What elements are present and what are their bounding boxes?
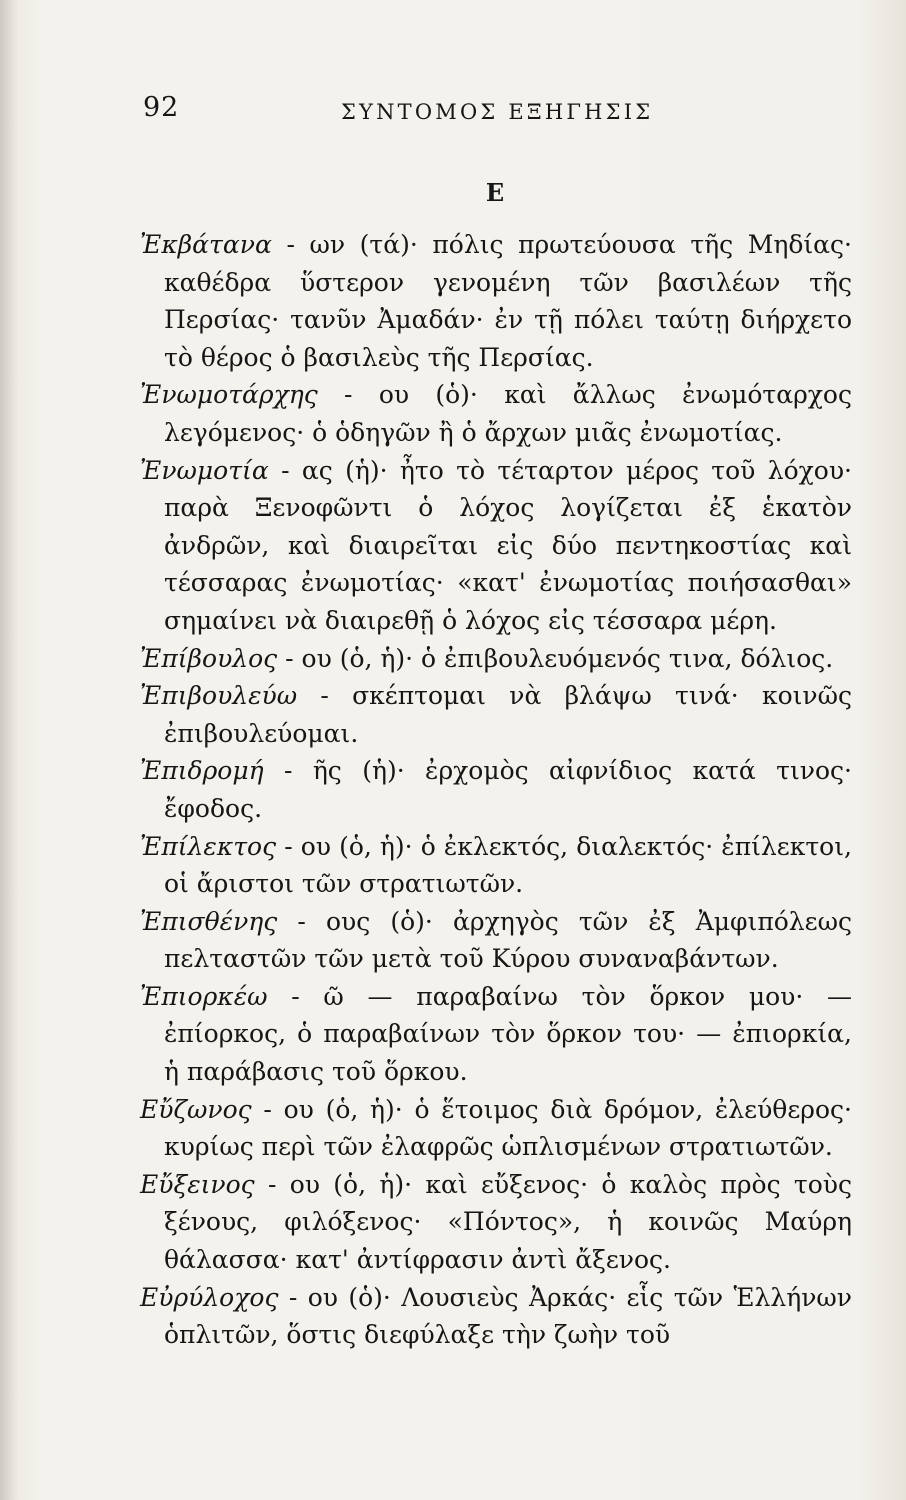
- section-letter: Ε: [485, 178, 505, 207]
- entry-definition: καὶ εὔξενος· ὁ καλὸς πρὸς τοὺς ξένους, φιλόξενος· «Πόντος», ἡ κοινῶς Μαύρη θάλασσα· κατ' ἀντίφρασιν ἀντὶ ἄξενος.: [164, 1169, 852, 1275]
- glossary-entry: [140, 828, 852, 903]
- entry-grammar: - ας (ἡ)·: [268, 455, 400, 485]
- entry-definition: καὶ ἄλλως ἐνωμόταρχος λεγόμενος· ὁ ὁδηγῶν ἢ ὁ ἄρχων μιᾶς ἐνωμοτίας.: [164, 380, 852, 447]
- entry-grammar: - ου (ὁ, ἡ)·: [254, 1169, 426, 1199]
- entry-grammar: - ου (ὁ)·: [317, 380, 505, 410]
- glossary-entry: [140, 677, 852, 752]
- entry-definition: ἦτο τὸ τέταρτον μέρος τοῦ λόχου· παρὰ Ξενοφῶντι ὁ λόχος λογίζεται ἐξ ἑκατὸν ἀνδρῶν, καὶ διαιρεῖται εἰς δύο πεντηκοστίας καὶ τέσσαρας ἐνωμοτίας· «κατ' ἐνωμοτίας ποιήσασθαι» σημαίνει νὰ διαιρεθῇ ὁ λόχος εἰς τέσσαρα μέρη.: [164, 455, 852, 635]
- entry-definition: πόλις πρωτεύουσα τῆς Μηδίας· καθέδρα ὕστερον γενομένη τῶν βασιλέων τῆς Περσίας· τανῦν Ἀμαδάν· ἐν τῇ πόλει ταύτῃ διήρχετο τὸ θέρος ὁ βασιλεὺς τῆς Περσίας.: [164, 230, 853, 372]
- entry-definition: ὁ ἐπιβουλευόμενός τινα, δόλιος.: [421, 643, 834, 673]
- entry-headword: Ἐκβάτανα: [140, 230, 272, 259]
- glossary-entry: [140, 640, 852, 678]
- entry-headword: Εὐρύλοχος: [140, 1282, 279, 1312]
- entry-definition: ἐρχομὸς αἰφνίδιος κατά τινος· ἔφοδος.: [164, 756, 852, 823]
- entry-definition: σκέπτομαι νὰ βλάψω τινά· κοινῶς ἐπιβουλεύομαι.: [164, 681, 853, 748]
- entry-grammar: - ων (τά)·: [271, 230, 433, 259]
- entry-headword: Ἐπιβουλεύω: [140, 681, 298, 711]
- entry-definition: παραβαίνω τὸν ὅρκον μου· — ἐπίορκος, ὁ παραβαίνων τὸν ὅρκον του· — ἐπιορκία, ἡ παράβασις τοῦ ὅρκου.: [164, 981, 852, 1087]
- entry-headword: Ἐπίλεκτος: [140, 831, 277, 861]
- entry-grammar: -: [297, 681, 353, 711]
- glossary-entry: [140, 903, 852, 978]
- entry-grammar: - ου (ὁ, ἡ)·: [276, 831, 421, 861]
- entry-grammar: - ους (ὁ)·: [277, 906, 454, 936]
- entry-grammar: - ου (ὁ)·: [278, 1282, 402, 1312]
- glossary-entry: [140, 1166, 852, 1279]
- entry-definition: ὁ ἕτοιμος διὰ δρόμον, ἐλεύθερος· κυρίως περὶ τῶν ἐλαφρῶς ὡπλισμένων στρατιωτῶν.: [164, 1094, 852, 1162]
- page-number: 92: [143, 92, 180, 123]
- glossary-entry: [140, 1091, 852, 1166]
- entry-headword: Ἐνωμοτάρχης: [140, 380, 318, 410]
- entry-grammar: - ῆς (ἡ)·: [263, 756, 426, 786]
- entry-headword: Ἐπίβουλος: [140, 643, 278, 673]
- glossary-entry: [140, 376, 852, 451]
- entry-headword: Εὔξεινος: [140, 1169, 255, 1199]
- entry-headword: Ἐπισθένης: [140, 906, 278, 936]
- glossary-entry: [140, 226, 852, 376]
- entry-grammar: - ου (ὁ, ἡ)·: [277, 643, 422, 673]
- running-title: ΣΥΝΤΟΜΟΣ ΕΞΗΓΗΣΙΣ: [341, 100, 654, 124]
- glossary-entry: [140, 1279, 852, 1354]
- entry-grammar: - ῶ —: [267, 981, 417, 1011]
- glossary-entry: [140, 452, 852, 640]
- glossary-entry: [140, 978, 852, 1091]
- entry-definition: ὁ ἐκλεκτός, διαλεκτός· ἐπίλεκτοι, οἱ ἄριστοι τῶν στρατιωτῶν.: [164, 831, 852, 899]
- entry-definition: ἀρχηγὸς τῶν ἐξ Ἀμφιπόλεως πελταστῶν τῶν μετὰ τοῦ Κύρου συναναβάντων.: [164, 906, 852, 974]
- entry-headword: Εὔζωνος: [140, 1094, 252, 1124]
- entry-definition: Λουσιεὺς Ἀρκάς· εἷς τῶν Ἑλλήνων ὁπλιτῶν, ὅστις διεφύλαξε τὴν ζωὴν τοῦ: [164, 1282, 852, 1350]
- entry-headword: Ἐπιορκέω: [140, 981, 268, 1011]
- entry-headword: Ἐνωμοτία: [140, 455, 269, 485]
- glossary-entries: [140, 226, 852, 1354]
- entry-grammar: - ου (ὁ, ἡ)·: [251, 1094, 415, 1124]
- page-header: [143, 92, 843, 132]
- glossary-entry: [140, 752, 852, 827]
- spine-shadow: [0, 0, 18, 1500]
- entry-headword: Ἐπιδρομή: [140, 756, 264, 786]
